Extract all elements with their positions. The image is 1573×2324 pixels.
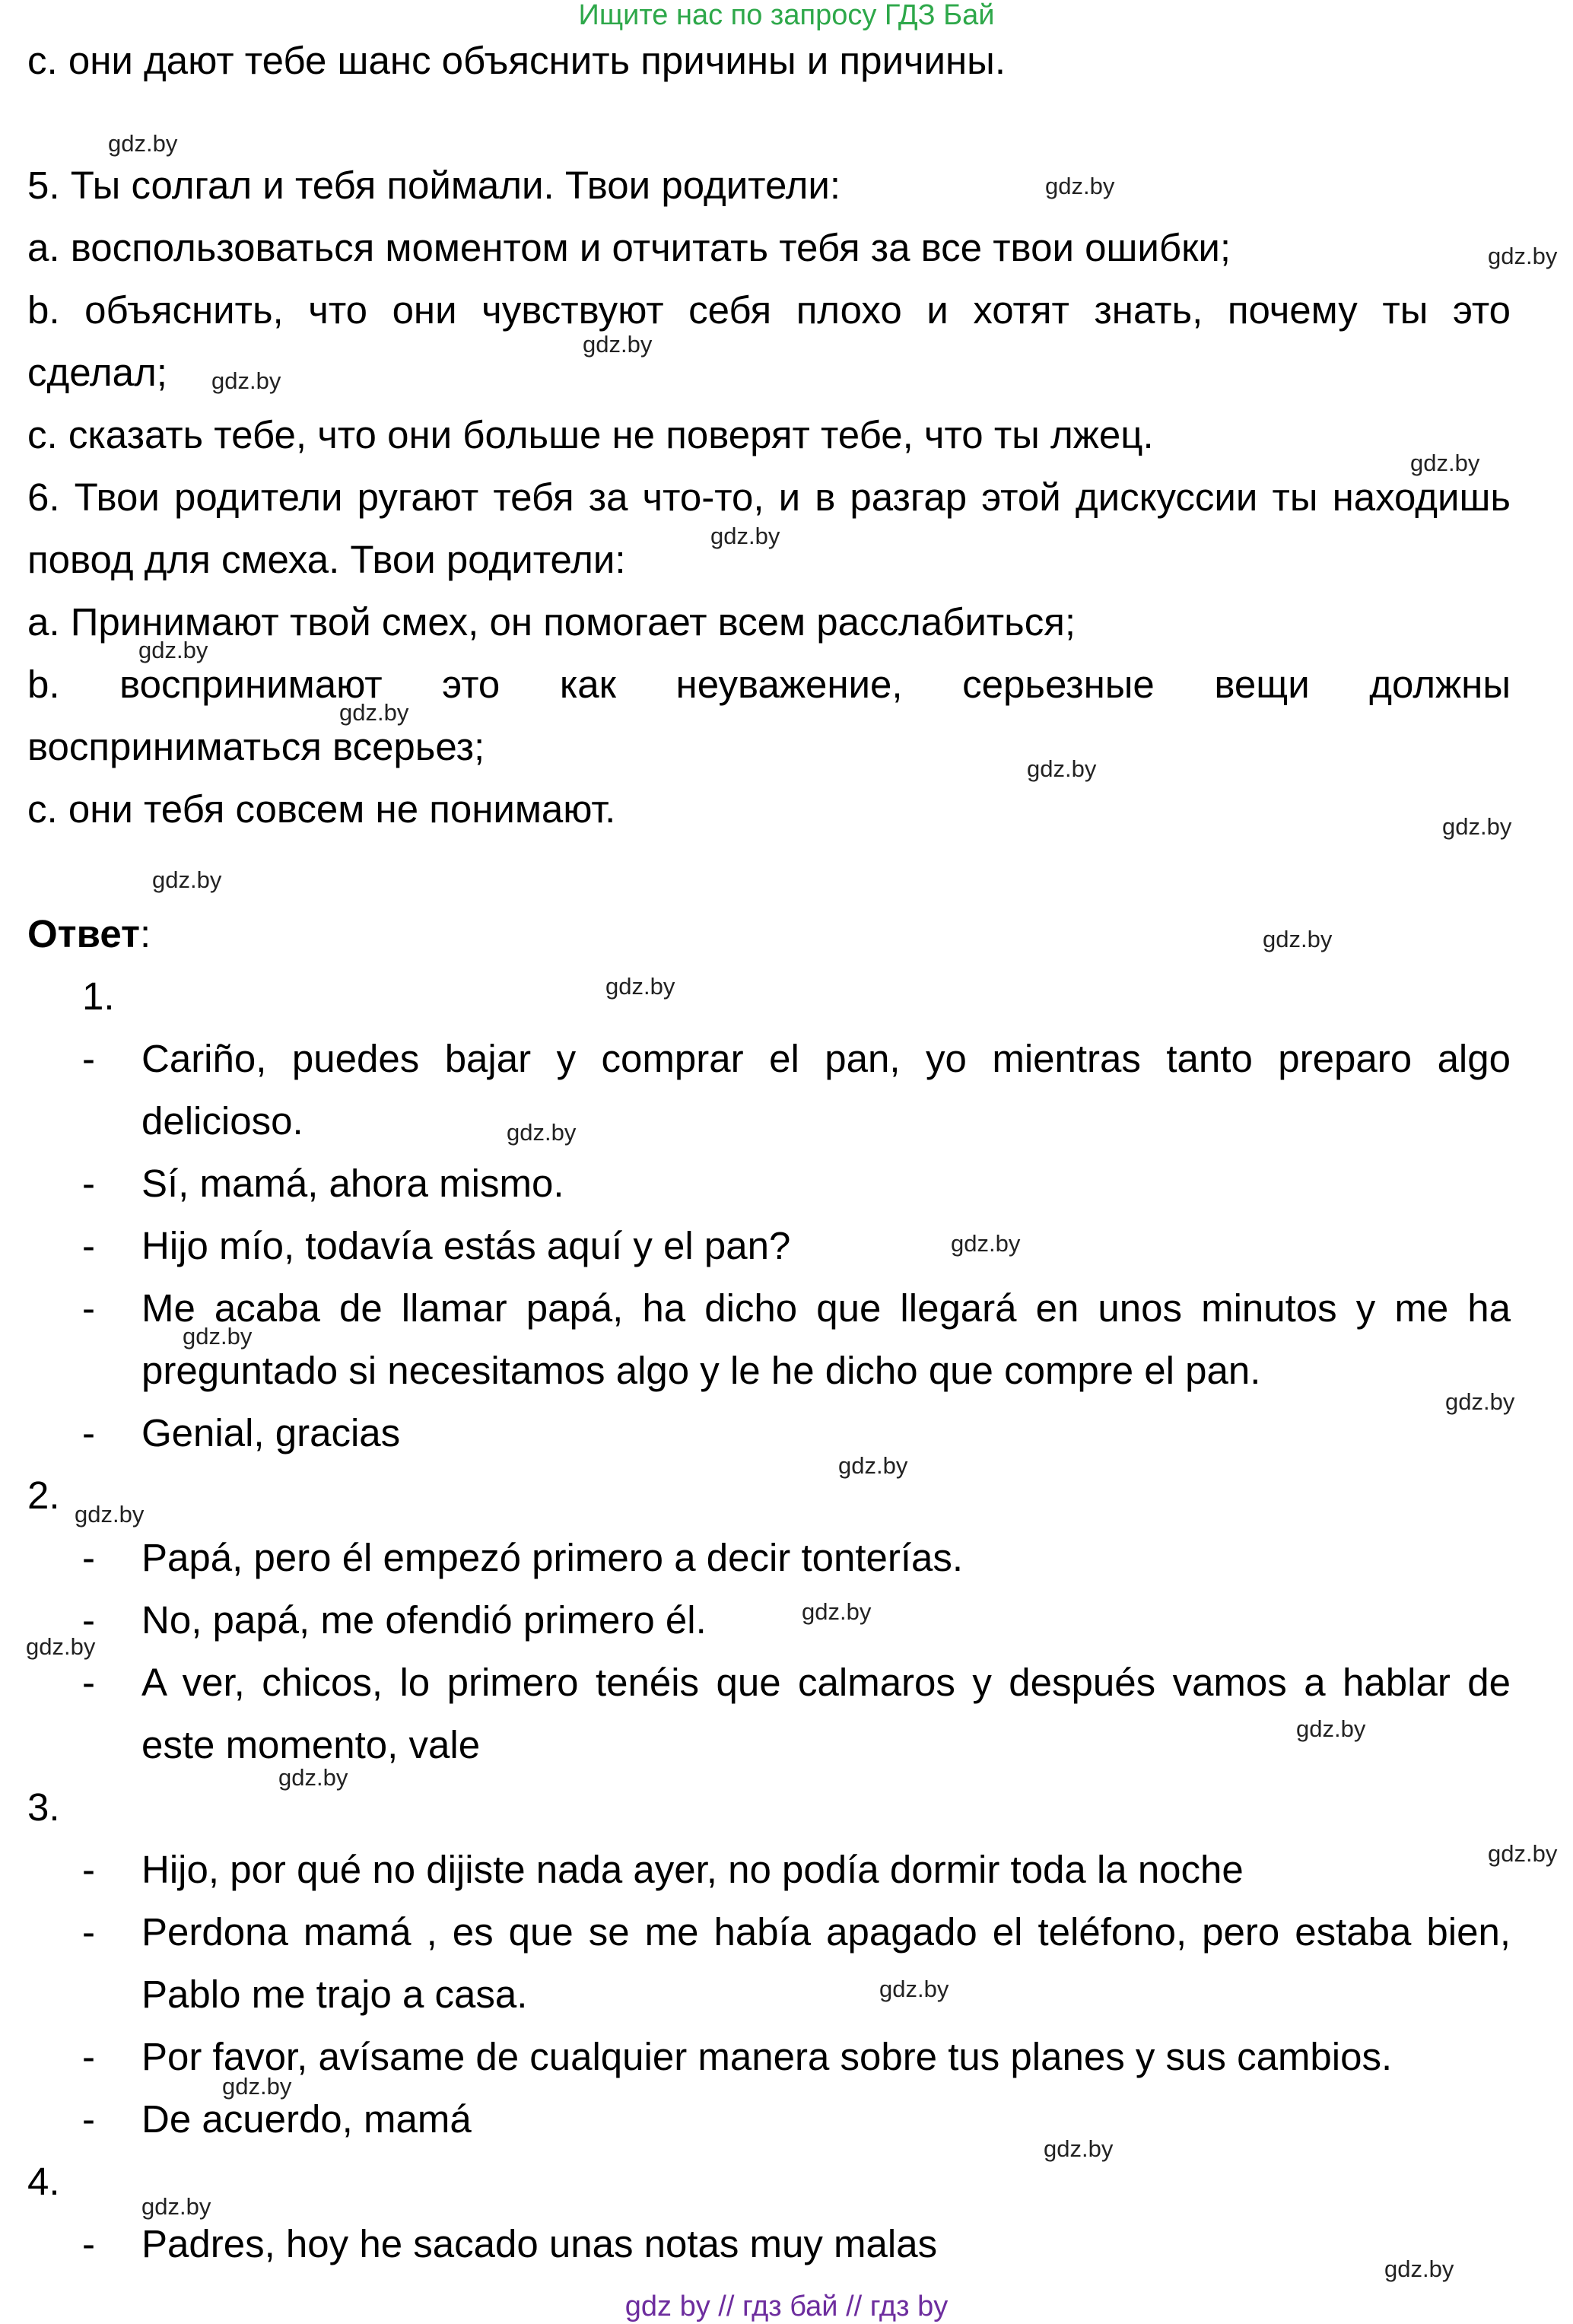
watermark: gdz.by [278, 1764, 348, 1791]
watermark: gdz.by [222, 2073, 292, 2100]
dialogue-dash: - [82, 2097, 95, 2141]
dialogue-dash: - [82, 1162, 95, 1205]
watermark: gdz.by [605, 973, 675, 1000]
option-5a: a. воспользоваться моментом и отчитать тебя за все твои ошибки; [27, 226, 1231, 269]
answer-heading [27, 911, 151, 957]
watermark: gdz.by [1044, 2135, 1114, 2162]
watermark: gdz.by [1384, 2256, 1454, 2282]
watermark: gdz.by [879, 1976, 949, 2002]
watermark: gdz.by [1488, 1840, 1558, 1867]
watermark: gdz.by [1045, 173, 1115, 199]
dialogue-dash: - [82, 1661, 95, 1704]
watermark: gdz.by [710, 523, 780, 549]
option-5b-line2: сделал; [27, 351, 167, 394]
option-6a: a. Принимают твой смех, он помогает всем расслабиться; [27, 600, 1076, 644]
option-5b-line1: b. объяснить, что они чувствуют себя плохо и хотят знать, почему ты это [27, 288, 1511, 332]
dialogue-dash: - [82, 1536, 95, 1579]
dialogue-dash: - [82, 1910, 95, 1954]
option-6b-line2: восприниматься всерьез; [27, 725, 485, 768]
dialogue-dash: - [82, 1411, 95, 1454]
watermark: gdz.by [951, 1230, 1021, 1257]
watermark: gdz.by [1442, 813, 1512, 840]
watermark: gdz.by [339, 699, 409, 726]
dialogue-line: No, papá, me ofendió primero él. [141, 1598, 707, 1642]
answer-number-1: 1. [82, 974, 115, 1018]
dialogue-dash: - [82, 2222, 95, 2265]
watermark: gdz.by [1296, 1715, 1366, 1742]
dialogue-dash: - [82, 1848, 95, 1891]
watermark: gdz.by [583, 331, 653, 358]
dialogue-line: Padres, hoy he sacado unas notas muy malas [141, 2222, 938, 2265]
dialogue-line: Perdona mamá , es que se me había apagado el teléfono, pero estaba bien, [141, 1910, 1511, 1954]
question-5: 5. Ты солгал и тебя поймали. Твои родители: [27, 164, 841, 207]
watermark: gdz.by [838, 1452, 908, 1479]
watermark: gdz.by [138, 637, 208, 663]
watermark: gdz.by [507, 1119, 577, 1146]
watermark: gdz.by [1488, 243, 1558, 269]
watermark: gdz.by [1027, 755, 1097, 782]
watermark: gdz.by [141, 2193, 211, 2220]
answer-heading-label: Ответ [27, 912, 140, 955]
dialogue-line: Hijo, por qué no dijiste nada ayer, no podía dormir toda la noche [141, 1848, 1244, 1891]
option-6b-line1: b. воспринимают это как неуважение, серьезные вещи должны [27, 663, 1511, 706]
dialogue-line: De acuerdo, mamá [141, 2097, 472, 2141]
dialogue-dash: - [82, 1224, 95, 1267]
watermark: gdz.by [1410, 450, 1480, 476]
answer-number-2: 2. [27, 1474, 60, 1517]
watermark: gdz.by [183, 1323, 253, 1350]
question-6-line2: повод для смеха. Твои родители: [27, 538, 626, 581]
watermark: gdz.by [802, 1598, 872, 1625]
dialogue-line: preguntado si necesitamos algo y le he dicho que compre el pan. [141, 1349, 1261, 1392]
option-4c: c. они дают тебе шанс объяснить причины и причины. [27, 39, 1006, 82]
watermark: gdz.by [108, 130, 178, 157]
watermark: gdz.by [1263, 926, 1333, 952]
dialogue-line: Me acaba de llamar papá, ha dicho que llegará en unos minutos y me ha [141, 1286, 1511, 1330]
dialogue-line: este momento, vale [141, 1723, 481, 1766]
dialogue-line: A ver, chicos, lo primero tenéis que calmaros y después vamos a hablar de [141, 1661, 1511, 1704]
dialogue-line: Genial, gracias [141, 1411, 401, 1454]
watermark: gdz.by [1445, 1388, 1515, 1415]
dialogue-line: Papá, pero él empezó primero a decir tonterías. [141, 1536, 964, 1579]
dialogue-line: Sí, mamá, ahora mismo. [141, 1162, 564, 1205]
dialogue-dash: - [82, 2035, 95, 2078]
question-6-line1: 6. Твои родители ругают тебя за что-то, и в разгар этой дискуссии ты находишь [27, 475, 1511, 519]
dialogue-line: delicioso. [141, 1099, 303, 1143]
dialogue-line: Cariño, puedes bajar y comprar el pan, yo mientras tanto preparo algo [141, 1037, 1511, 1080]
watermark: gdz.by [152, 866, 222, 893]
option-6c: c. они тебя совсем не понимают. [27, 787, 616, 831]
dialogue-line: Por favor, avísame de cualquier manera sobre tus planes y sus cambios. [141, 2035, 1393, 2078]
option-5c: c. сказать тебе, что они больше не поверят тебе, что ты лжец. [27, 413, 1154, 456]
footer-links[interactable]: gdz by // гдз бай // гдз by [624, 2291, 949, 2322]
watermark: gdz.by [75, 1501, 145, 1528]
dialogue-line: Hijo mío, todavía estás aquí y el pan? [141, 1224, 791, 1267]
dialogue-dash: - [82, 1598, 95, 1642]
answer-number-4: 4. [27, 2160, 60, 2203]
watermark: gdz.by [26, 1633, 96, 1660]
dialogue-dash: - [82, 1037, 95, 1080]
watermark: gdz.by [211, 367, 281, 394]
answer-number-3: 3. [27, 1785, 60, 1829]
dialogue-line: Pablo me trajo a casa. [141, 1973, 528, 2016]
answer-heading-colon: : [140, 912, 151, 955]
top-search-link[interactable]: Ищите нас по запросу ГДЗ Бай [578, 0, 995, 31]
dialogue-dash: - [82, 1286, 95, 1330]
